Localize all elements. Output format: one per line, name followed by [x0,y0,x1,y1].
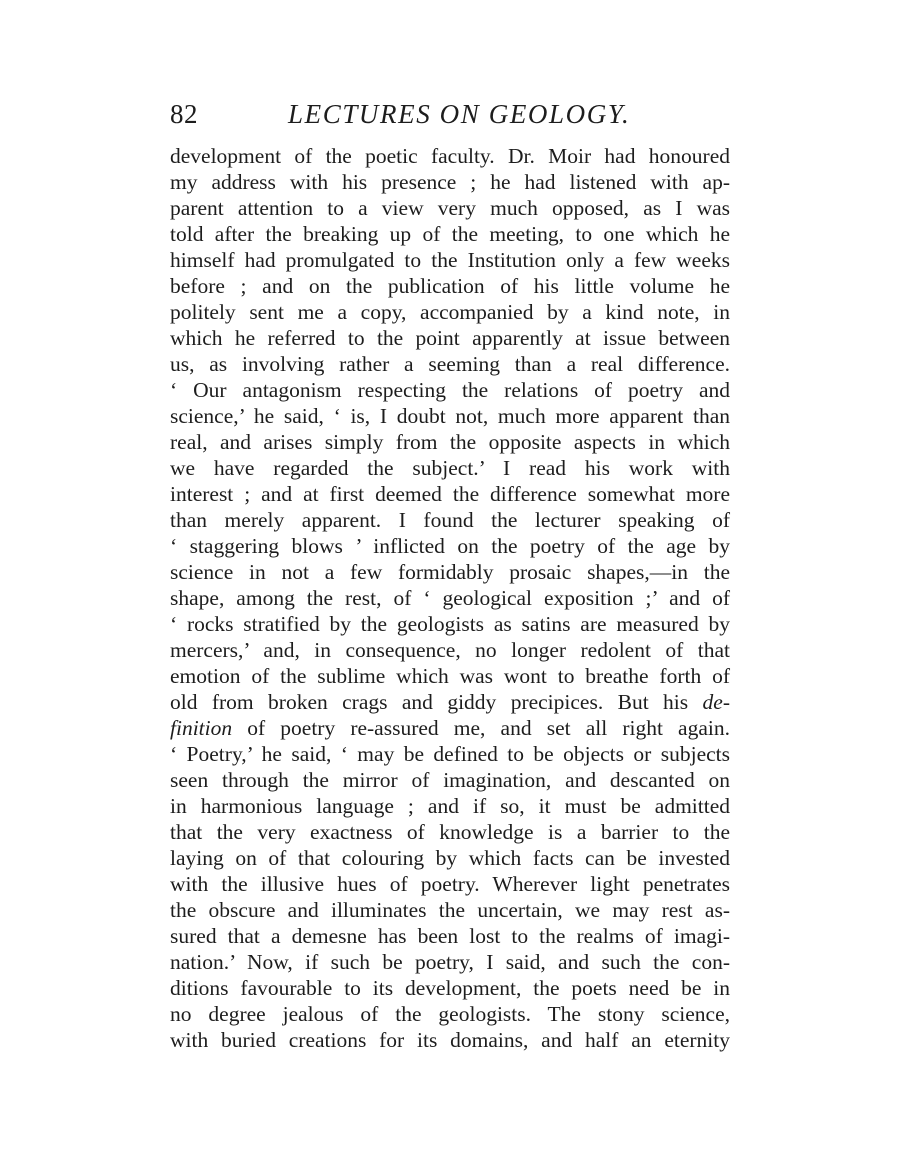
text-line: ditions favourable to its development, the poets need be in [170,976,730,1000]
text-line: ‘ staggering blows ’ inflicted on the poetry of the age by [170,534,730,558]
text-line: with buried creations for its domains, and half an eternity [170,1028,730,1052]
body-text [170,143,730,1053]
running-head [170,96,730,132]
running-title: LECTURES ON GEOLOGY. [288,99,631,129]
text-line: told after the breaking up of the meeting, to one which he [170,222,730,246]
text-line: with the illusive hues of poetry. Wherever light penetrates [170,872,730,896]
text-line: no degree jealous of the geologists. The stony science, [170,1002,730,1026]
text-line: parent attention to a view very much opposed, as I was [170,196,730,220]
italic-word: finition [170,716,233,740]
text-line: mercers,’ and, in consequence, no longer redolent of that [170,638,730,662]
text-line: development of the poetic faculty. Dr. Moir had honoured [170,144,730,168]
text-line: laying on of that colouring by which facts can be invested [170,846,730,870]
text-line: interest ; and at first deemed the difference somewhat more [170,482,730,506]
text-line: sured that a demesne has been lost to the realms of imagi- [170,924,730,948]
text-line: us, as involving rather a seeming than a real difference. [170,352,730,376]
text-line: old from broken crags and giddy precipices. But his de- [170,690,730,714]
text-line: politely sent me a copy, accompanied by a kind note, in [170,300,730,324]
text-line: we have regarded the subject.’ I read his work with [170,456,730,480]
text-line: which he referred to the point apparently at issue between [170,326,730,350]
text-line: my address with his presence ; he had listened with ap- [170,170,730,194]
text-line: emotion of the sublime which was wont to breathe forth of [170,664,730,688]
text-line: ‘ rocks stratified by the geologists as satins are measured by [170,612,730,636]
text-line: science in not a few formidably prosaic shapes,—in the [170,560,730,584]
text-line: ‘ Our antagonism respecting the relations of poetry and [170,378,730,402]
text-line: science,’ he said, ‘ is, I doubt not, much more apparent than [170,404,730,428]
text-line: the obscure and illuminates the uncertain, we may rest as- [170,898,730,922]
text-line: in harmonious language ; and if so, it must be admitted [170,794,730,818]
text-line: that the very exactness of knowledge is a barrier to the [170,820,730,844]
text-line: ‘ Poetry,’ he said, ‘ may be defined to be objects or subjects [170,742,730,766]
text-line: nation.’ Now, if such be poetry, I said, and such the con- [170,950,730,974]
text-line: seen through the mirror of imagination, and descanted on [170,768,730,792]
text-line: shape, among the rest, of ‘ geological exposition ;’ and of [170,586,730,610]
page-number: 82 [170,99,198,129]
text-line: real, and arises simply from the opposite aspects in which [170,430,730,454]
text-line: finition of poetry re-assured me, and set all right again. [170,716,730,740]
text-line: than merely apparent. I found the lecturer speaking of [170,508,730,532]
text-line: before ; and on the publication of his little volume he [170,274,730,298]
italic-word: de- [702,690,730,714]
text-line: himself had promulgated to the Institution only a few weeks [170,248,730,272]
